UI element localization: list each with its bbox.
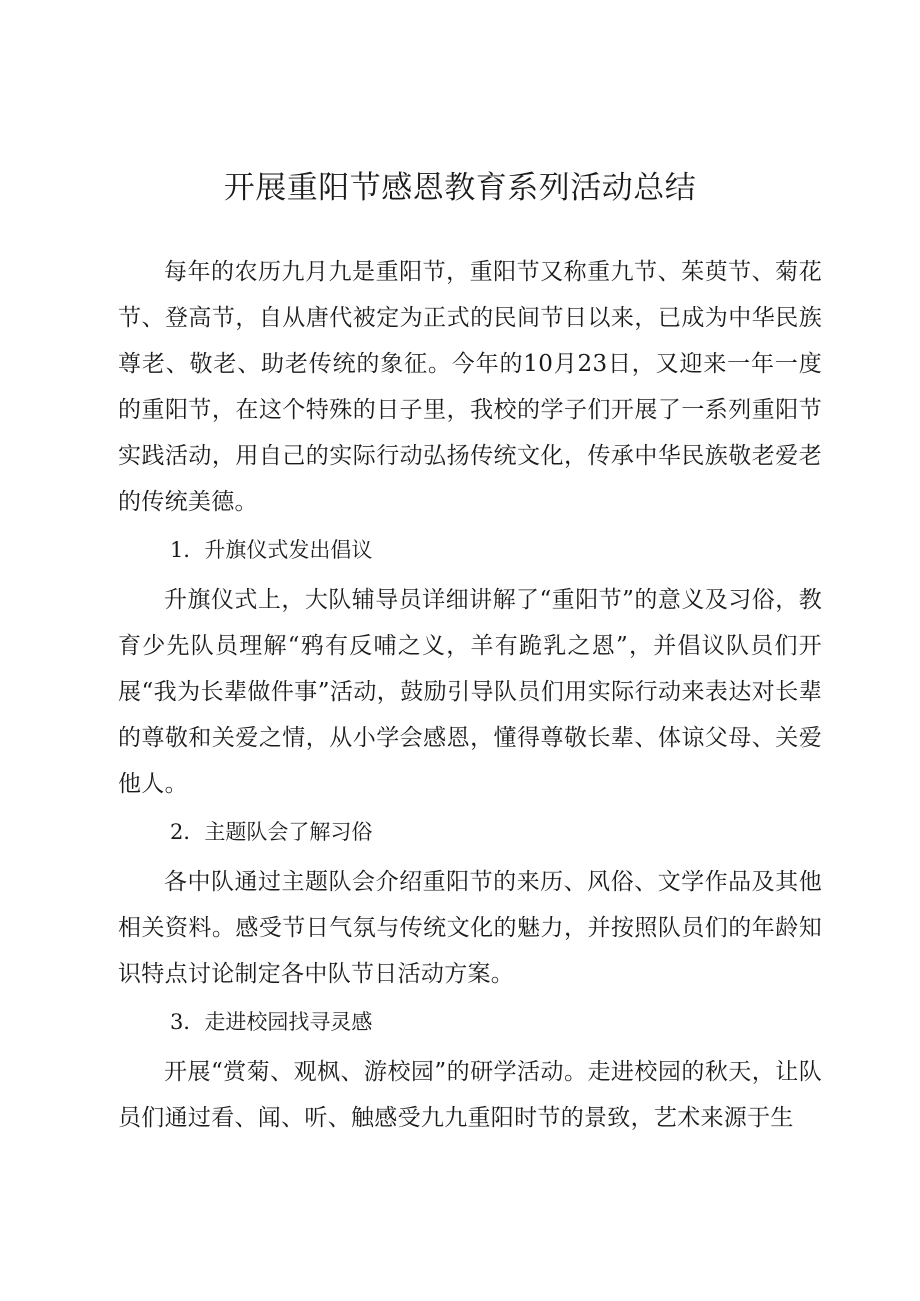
section-heading-1: 1．升旗仪式发出倡议 — [170, 538, 373, 562]
section-paragraph-2: 各中队通过主题队会介绍重阳节的来历、风俗、文学作品及其他相关资料。感受节日气氛与传统文化的魅力，并按照队员们的年龄知识特点讨论制定各中队节日活动方案。 — [118, 869, 822, 987]
document-title: 开展重阳节感恩教育系列活动总结 — [223, 170, 697, 206]
section-paragraph-1: 升旗仪式上，大队辅导员详细讲解了“重阳节”的意义及习俗，教育少先队员理解“鸦有反哺之义，羊有跪乳之恩”，并倡议队员们开展“我为长辈做件事”活动，鼓励引导队员们用实际行动来表达对长辈的尊敬和关爱之情，从小学会感恩，懂得尊敬长辈、体谅父母、关爱他人。 — [118, 587, 822, 797]
intro-paragraph: 每年的农历九月九是重阳节，重阳节又称重九节、茱萸节、菊花节、登高节，自从唐代被定为正式的民间节日以来，已成为中华民族尊老、敬老、助老传统的象征。今年的10月23日，又迎来一年一度的重阳节，在这个特殊的日子里，我校的学子们开展了一系列重阳节实践活动，用自己的实际行动弘扬传统文化，传承中华民族敬老爱老的传统美德。 — [118, 259, 822, 515]
section-paragraph-3: 开展“赏菊、观枫、游校园”的研学活动。走进校园的秋天，让队员们通过看、闻、听、触感受九九重阳时节的景致，艺术来源于生 — [118, 1059, 822, 1131]
document-body — [118, 249, 822, 1141]
section-heading-2: 2．主题队会了解习俗 — [170, 820, 373, 844]
section-heading-3: 3．走进校园找寻灵感 — [170, 1010, 373, 1034]
